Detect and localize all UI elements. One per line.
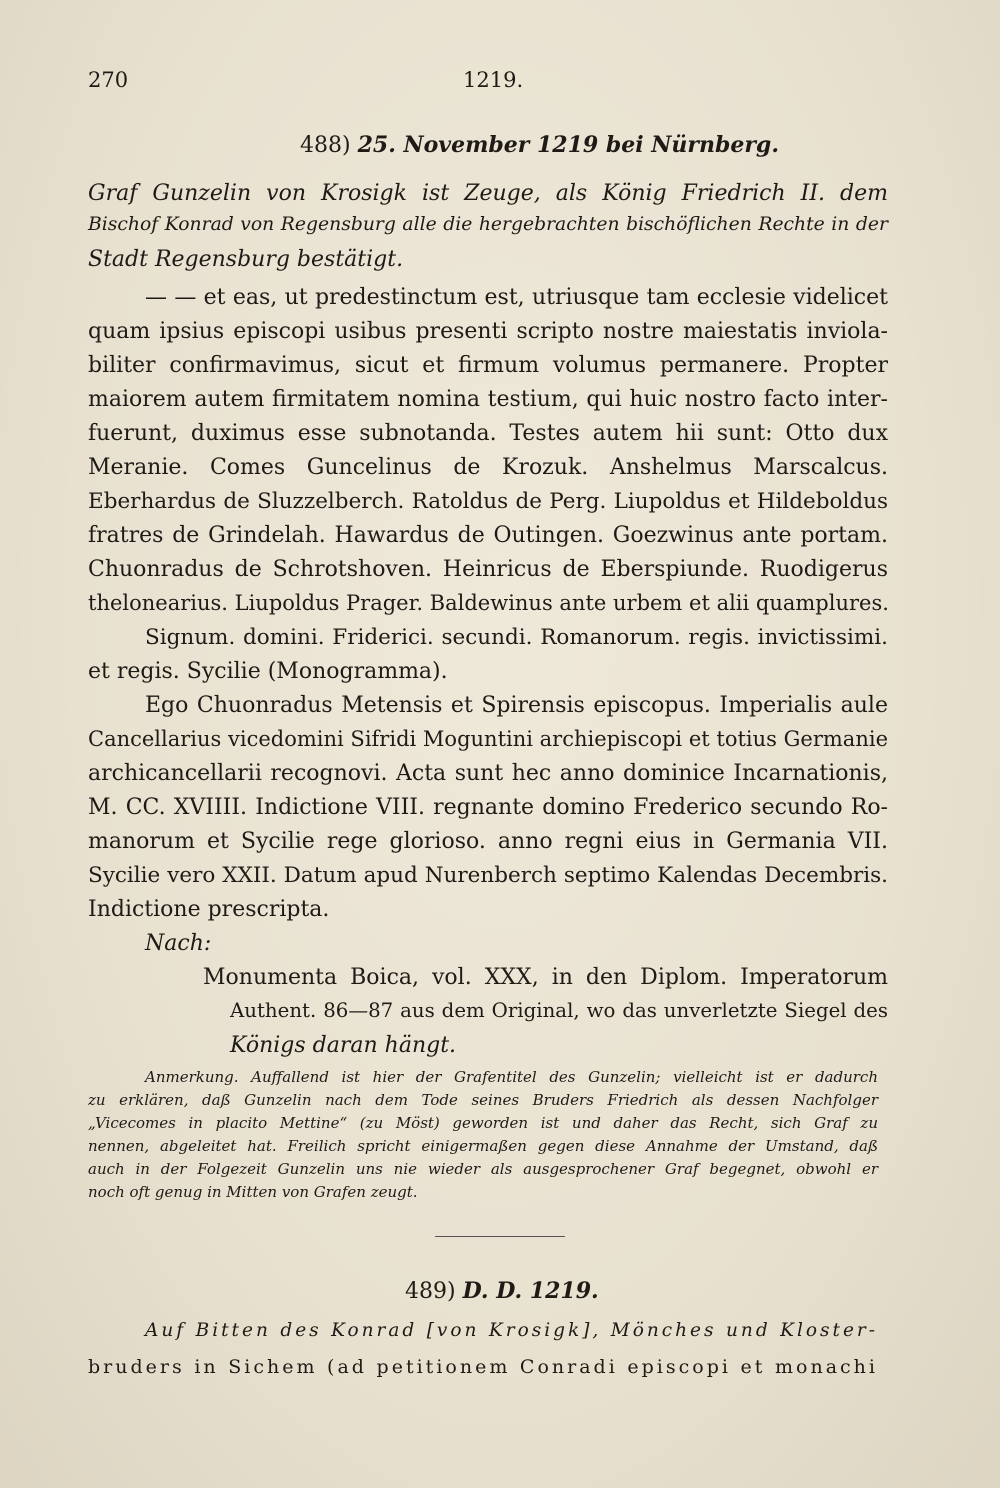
doc488-text-line-16: M. CC. XVIIII. Indictione VIII. regnante domino Frederico secundo Ro- (88, 795, 888, 820)
doc488-note-line-4: nennen, abgeleitet hat. Freilich spricht einigermaßen gegen diese Annahme der Umstand, daß (88, 1137, 878, 1155)
doc488-text-line-10: thelonearius. Liupoldus Prager. Baldewinus ante urbem et alii quamplures. (88, 591, 889, 615)
doc488-text-line-15: archicancellarii recognovi. Acta sunt hec anno dominice Incarnationis, (88, 761, 888, 786)
doc488-note-line-1: Anmerkung. Auffallend ist hier der Grafentitel des Gunzelin; vielleicht ist er dadurch (145, 1068, 878, 1086)
doc488-note-line-3: „Vicecomes in placito Mettine“ (zu Möst) geworden ist und daher das Recht, sich Graf zu (88, 1114, 878, 1132)
doc488-source-line-2: Authent. 86—87 aus dem Original, wo das unverletzte Siegel des (230, 999, 888, 1022)
doc489-number: 489) (405, 1279, 456, 1304)
doc488-text-line-3: biliter confirmavimus, sicut et firmum volumus permanere. Propter (88, 353, 888, 378)
doc489-date: D. D. 1219. (462, 1278, 599, 1304)
doc488-text-line-12: et regis. Sycilie (Monogramma). (88, 659, 448, 684)
doc488-text-line-11: Signum. domini. Friderici. secundi. Romanorum. regis. invictissimi. (145, 625, 888, 650)
doc488-note-line-5: auch in der Folgezeit Gunzelin uns nie wieder als ausgesprochener Graf begegnet, obwohl er (88, 1160, 878, 1178)
doc488-text-line-2: quam ipsius episcopi usibus presenti scripto nostre maiestatis inviola- (88, 319, 888, 344)
doc488-summary-line-1: Graf Gunzelin von Krosigk ist Zeuge, als König Friedrich II. dem (88, 181, 888, 206)
doc488-text-line-13: Ego Chuonradus Metensis et Spirensis episcopus. Imperialis aule (145, 693, 888, 718)
doc489-text-line-1: Auf Bitten des Konrad [von Krosigk], Mönches und Kloster- (145, 1320, 878, 1341)
doc488-note-line-6: noch oft genug in Mitten von Grafen zeugt. (88, 1183, 418, 1201)
doc488-source-line-1: Monumenta Boica, vol. XXX, in den Diplom. Imperatorum (203, 965, 888, 990)
doc488-text-line-9: Chuonradus de Schrotshoven. Heinricus de Eberspiunde. Ruodigerus (88, 557, 888, 582)
doc488-text-line-6: Meranie. Comes Guncelinus de Krozuk. Anshelmus Marscalcus. (88, 455, 888, 480)
doc488-text-line-4: maiorem autem firmitatem nomina testium, qui huic nostro facto inter- (88, 387, 888, 412)
doc489-text-line-2: bruders in Sichem (ad petitionem Conradi episcopi et monachi (88, 1356, 878, 1378)
doc488-text-line-1: — — et eas, ut predestinctum est, utriusque tam ecclesie videlicet (145, 285, 888, 310)
doc488-source-line-3: Königs daran hängt. (230, 1033, 457, 1058)
doc488-text-line-5: fuerunt, duximus esse subnotanda. Testes autem hii sunt: Otto dux (88, 421, 888, 446)
doc488-note-line-2: zu erklären, daß Gunzelin nach dem Tode seines Bruders Friedrich als dessen Nachfolger (88, 1091, 878, 1109)
doc488-text-line-19: Indictione prescripta. (88, 897, 330, 922)
doc488-number: 488) (300, 133, 351, 158)
doc488-text-line-7: Eberhardus de Sluzzelberch. Ratoldus de Perg. Liupoldus et Hildeboldus (88, 489, 888, 514)
doc488-summary-line-2: Bischof Konrad von Regensburg alle die hergebrachten bischöflichen Rechte in der (88, 214, 888, 235)
doc488-source-label: Nach: (145, 931, 212, 956)
doc488-text-line-18: Sycilie vero XXII. Datum apud Nurenberch septimo Kalendas Decembris. (88, 863, 888, 888)
doc488-text-line-8: fratres de Grindelah. Hawardus de Outingen. Goezwinus ante portam. (88, 523, 888, 548)
doc488-date: 25. November 1219 bei Nürnberg. (357, 132, 779, 158)
section-divider (435, 1236, 565, 1237)
page-header (88, 68, 888, 104)
doc488-heading (300, 134, 779, 157)
doc489-heading (405, 1280, 599, 1303)
page-number: 270 (88, 68, 129, 92)
doc488-text-line-14: Cancellarius vicedomini Sifridi Moguntini archiepiscopi et totius Germanie (88, 727, 888, 751)
doc488-summary-line-3: Stadt Regensburg bestätigt. (88, 247, 404, 272)
doc488-text-line-17: manorum et Sycilie rege glorioso. anno regni eius in Germania VII. (88, 829, 888, 854)
running-year: 1219. (463, 68, 524, 92)
